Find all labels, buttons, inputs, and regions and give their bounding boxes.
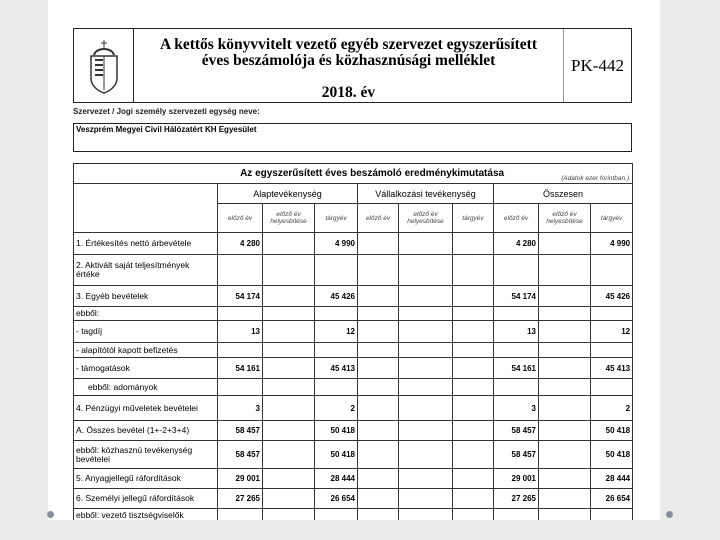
value-cell (218, 255, 263, 286)
value-cell (263, 321, 315, 343)
value-cell (399, 489, 453, 509)
value-cell (315, 343, 358, 358)
value-cell (453, 233, 494, 255)
value-cell (453, 379, 494, 396)
value-cell (263, 379, 315, 396)
value-cell: 28 444 (591, 469, 633, 489)
value-cell (358, 421, 399, 441)
row-label: ebből: (74, 307, 218, 321)
value-cell: 27 265 (218, 489, 263, 509)
value-cell (494, 255, 539, 286)
value-cell: 50 418 (315, 441, 358, 469)
value-cell (358, 509, 399, 521)
value-cell: 13 (218, 321, 263, 343)
value-cell: 12 (315, 321, 358, 343)
value-cell (453, 307, 494, 321)
value-cell (399, 421, 453, 441)
value-cell (453, 489, 494, 509)
value-cell: 50 418 (591, 421, 633, 441)
table-title: Az egyszerűsített éves beszámoló eredménykimutatása (240, 168, 505, 179)
group-header: Vállalkozási tevékenység (358, 184, 494, 204)
value-cell (591, 509, 633, 521)
value-cell: 4 990 (591, 233, 633, 255)
value-cell: 54 161 (494, 358, 539, 379)
value-cell: 58 457 (494, 441, 539, 469)
value-cell: 45 426 (591, 286, 633, 307)
value-cell: 50 418 (315, 421, 358, 441)
value-cell: 54 174 (494, 286, 539, 307)
value-cell (399, 379, 453, 396)
value-cell (539, 509, 591, 521)
value-cell: 29 001 (218, 469, 263, 489)
value-cell (399, 509, 453, 521)
value-cell (539, 489, 591, 509)
value-cell (263, 343, 315, 358)
value-cell (358, 321, 399, 343)
row-label: 6. Személyi jellegű ráfordítások (74, 489, 218, 509)
value-cell (494, 509, 539, 521)
value-cell (539, 469, 591, 489)
table-row (74, 307, 633, 321)
row-label: - támogatások (74, 358, 218, 379)
value-cell (315, 255, 358, 286)
row-label: 2. Aktivált saját teljesítmények értéke (74, 255, 218, 286)
value-cell (453, 396, 494, 421)
slide-nav-dot (47, 511, 54, 518)
value-cell (539, 286, 591, 307)
table-row (74, 509, 633, 521)
subcolumn-header: előző év (494, 204, 539, 233)
value-cell: 28 444 (315, 469, 358, 489)
row-label: - tagdíj (74, 321, 218, 343)
value-cell (263, 441, 315, 469)
value-cell: 26 654 (591, 489, 633, 509)
value-cell (263, 396, 315, 421)
slide-nav-dot (666, 511, 673, 518)
table-row (74, 441, 633, 469)
group-header: Alaptevékenység (218, 184, 358, 204)
row-label: 1. Értékesítés nettó árbevétele (74, 233, 218, 255)
subcolumn-header: tárgyév (315, 204, 358, 233)
value-cell (399, 233, 453, 255)
value-cell (539, 379, 591, 396)
value-cell: 26 654 (315, 489, 358, 509)
table-row (74, 469, 633, 489)
value-cell (358, 358, 399, 379)
value-cell (218, 343, 263, 358)
value-cell (263, 509, 315, 521)
table-row (74, 396, 633, 421)
value-cell (263, 255, 315, 286)
row-label: 4. Pénzügyi műveletek bevételei (74, 396, 218, 421)
value-cell (263, 469, 315, 489)
value-cell (263, 489, 315, 509)
value-cell: 54 161 (218, 358, 263, 379)
unit-note: (Adatok ezer forintban.) (561, 175, 630, 182)
value-cell (399, 441, 453, 469)
form-header (73, 28, 632, 103)
value-cell (218, 509, 263, 521)
form-title (134, 29, 563, 102)
slide (48, 0, 660, 520)
value-cell (539, 421, 591, 441)
table-row (74, 343, 633, 358)
value-cell (453, 358, 494, 379)
value-cell (263, 307, 315, 321)
value-cell (358, 255, 399, 286)
group-header: Összesen (494, 184, 633, 204)
value-cell: 50 418 (591, 441, 633, 469)
table-row (74, 489, 633, 509)
title-line-2: éves beszámolója és közhasznúsági melléklet (201, 52, 496, 69)
value-cell (358, 233, 399, 255)
table-row (74, 358, 633, 379)
value-cell (263, 233, 315, 255)
value-cell: 58 457 (218, 441, 263, 469)
value-cell (453, 286, 494, 307)
row-label: 5. Anyagjellegű ráfordítások (74, 469, 218, 489)
value-cell: 3 (494, 396, 539, 421)
value-cell (591, 343, 633, 358)
value-cell: 3 (218, 396, 263, 421)
subcolumn-header: előző év helyesbítése (263, 204, 315, 233)
table-row (74, 255, 633, 286)
value-cell (539, 396, 591, 421)
subcolumn-header: előző év (358, 204, 399, 233)
value-cell (399, 358, 453, 379)
row-label: 3. Egyéb bevételek (74, 286, 218, 307)
value-cell (539, 307, 591, 321)
value-cell (315, 379, 358, 396)
row-label: A. Összes bevétel (1+-2+3+4) (74, 421, 218, 441)
subcolumn-header: előző év helyesbítése (399, 204, 453, 233)
value-cell: 45 426 (315, 286, 358, 307)
value-cell (358, 469, 399, 489)
value-cell (399, 321, 453, 343)
subcolumn-header: előző év helyesbítése (539, 204, 591, 233)
title-line-1: A kettős könyvvitelt vezető egyéb szervezet egyszerűsített (159, 36, 538, 53)
value-cell: 45 413 (591, 358, 633, 379)
value-cell (358, 286, 399, 307)
value-cell (539, 343, 591, 358)
value-cell (358, 379, 399, 396)
value-cell (358, 396, 399, 421)
value-cell (539, 321, 591, 343)
income-statement-table (73, 163, 633, 520)
value-cell (263, 358, 315, 379)
org-name-field: Veszprém Megyei Civil Hálózatért KH Egyesület (73, 123, 632, 152)
value-cell (399, 286, 453, 307)
value-cell (358, 307, 399, 321)
value-cell: 4 280 (218, 233, 263, 255)
value-cell: 58 457 (494, 421, 539, 441)
row-label: ebből: adományok (74, 379, 218, 396)
value-cell (539, 255, 591, 286)
value-cell (494, 343, 539, 358)
value-cell (453, 421, 494, 441)
value-cell (591, 255, 633, 286)
table-row (74, 379, 633, 396)
subcolumn-header: tárgyév (591, 204, 633, 233)
row-label: ebből: vezető tisztségviselők (74, 509, 218, 521)
value-cell (591, 379, 633, 396)
value-cell: 58 457 (218, 421, 263, 441)
value-cell: 13 (494, 321, 539, 343)
value-cell (399, 343, 453, 358)
table-row (74, 286, 633, 307)
subcolumn-header: tárgyév (453, 204, 494, 233)
org-label: Szervezet / Jogi személy szervezeti egység neve: (73, 107, 260, 116)
value-cell: 4 280 (494, 233, 539, 255)
value-cell (453, 343, 494, 358)
value-cell (399, 396, 453, 421)
row-label: ebből: közhasznú tevékenység bevételei (74, 441, 218, 469)
value-cell (591, 307, 633, 321)
value-cell (399, 469, 453, 489)
value-cell (494, 307, 539, 321)
value-cell (453, 469, 494, 489)
table-row (74, 233, 633, 255)
value-cell (263, 286, 315, 307)
value-cell: 4 990 (315, 233, 358, 255)
table-row (74, 321, 633, 343)
value-cell (263, 421, 315, 441)
value-cell (453, 441, 494, 469)
value-cell (358, 441, 399, 469)
value-cell (539, 233, 591, 255)
value-cell (315, 307, 358, 321)
value-cell (453, 321, 494, 343)
value-cell: 54 174 (218, 286, 263, 307)
value-cell (218, 307, 263, 321)
value-cell (218, 379, 263, 396)
value-cell (358, 489, 399, 509)
subcolumn-header: előző év (218, 204, 263, 233)
coat-of-arms-logo (74, 29, 134, 102)
table-row (74, 421, 633, 441)
value-cell (453, 509, 494, 521)
value-cell (399, 307, 453, 321)
value-cell (358, 343, 399, 358)
form-year: 2018. év (321, 84, 376, 101)
form-code: PK-442 (563, 29, 631, 102)
value-cell: 29 001 (494, 469, 539, 489)
value-cell (315, 509, 358, 521)
value-cell (453, 255, 494, 286)
value-cell (494, 379, 539, 396)
value-cell (399, 255, 453, 286)
row-label: - alapítótól kapott befizetés (74, 343, 218, 358)
value-cell (539, 441, 591, 469)
value-cell: 2 (591, 396, 633, 421)
value-cell (539, 358, 591, 379)
value-cell: 45 413 (315, 358, 358, 379)
value-cell: 12 (591, 321, 633, 343)
value-cell: 2 (315, 396, 358, 421)
value-cell: 27 265 (494, 489, 539, 509)
